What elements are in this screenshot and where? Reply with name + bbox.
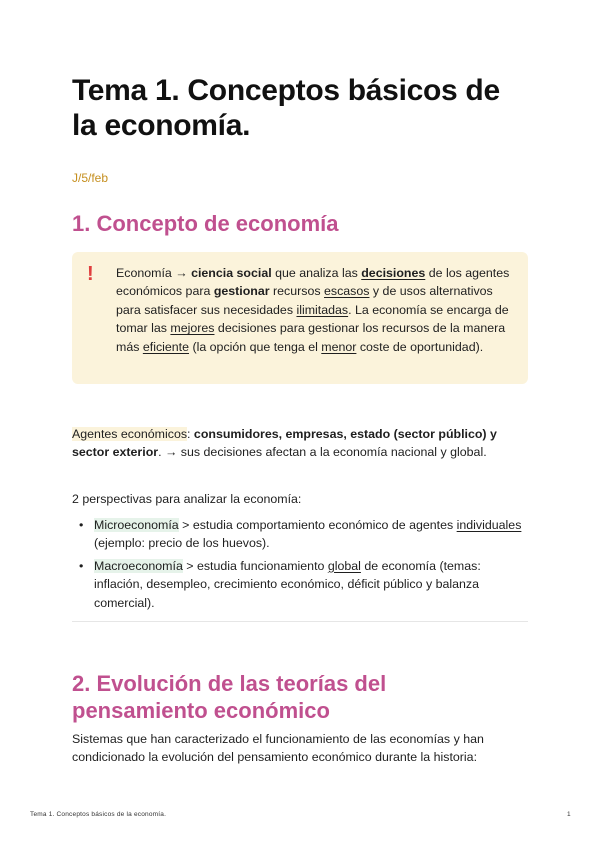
page-number: 1: [567, 811, 571, 818]
list-item: • Macroeconomía > estudia funcionamiento global de economía (temas: inflación, desempleo, crecimiento económico, déficit público y balanza comercial).: [79, 558, 481, 610]
perspectivas-intro: 2 perspectivas para analizar la economía:: [72, 492, 302, 506]
agentes-term: Agentes económicos: [72, 427, 188, 441]
list-item: • Microeconomía > estudia comportamiento económico de agentes individuales (ejemplo: precio de los huevos).: [79, 518, 522, 551]
callout-text: Economía → ciencia social que analiza las decisiones de los agentes económicos para gestionar recursos escasos y de usos alternativos para satisfacer sus necesidades ilimitadas. La economía se encarga de tomar las mejores decisiones para gestionar los recursos de la manera más eficiente (la opción que tenga el menor coste de oportunidad).: [116, 266, 510, 354]
perspectivas-list: [72, 516, 528, 616]
section-heading-concepto: 1. Concepto de economía: [72, 211, 339, 236]
agentes-paragraph: Agentes económicos: consumidores, empresas, estado (sector público) y sector exterior. → sus decisiones afectan a la economía nacional y global.: [72, 427, 497, 460]
callout-box: [72, 252, 528, 384]
date-label: J/5/feb: [72, 171, 109, 185]
footer-title: Tema 1. Conceptos básicos de la economía.: [30, 811, 167, 818]
exclamation-icon: !: [87, 263, 94, 285]
sistemas-paragraph: Sistemas que han caracterizado el funcionamiento de las economías y han condicionado la evolución del pensamiento económico durante la historia:: [72, 732, 484, 765]
divider: [72, 621, 528, 622]
page-title: Tema 1. Conceptos básicos de la economía.: [72, 74, 500, 142]
section-heading-evolucion: 2. Evolución de las teorías del pensamiento económico: [72, 671, 387, 723]
